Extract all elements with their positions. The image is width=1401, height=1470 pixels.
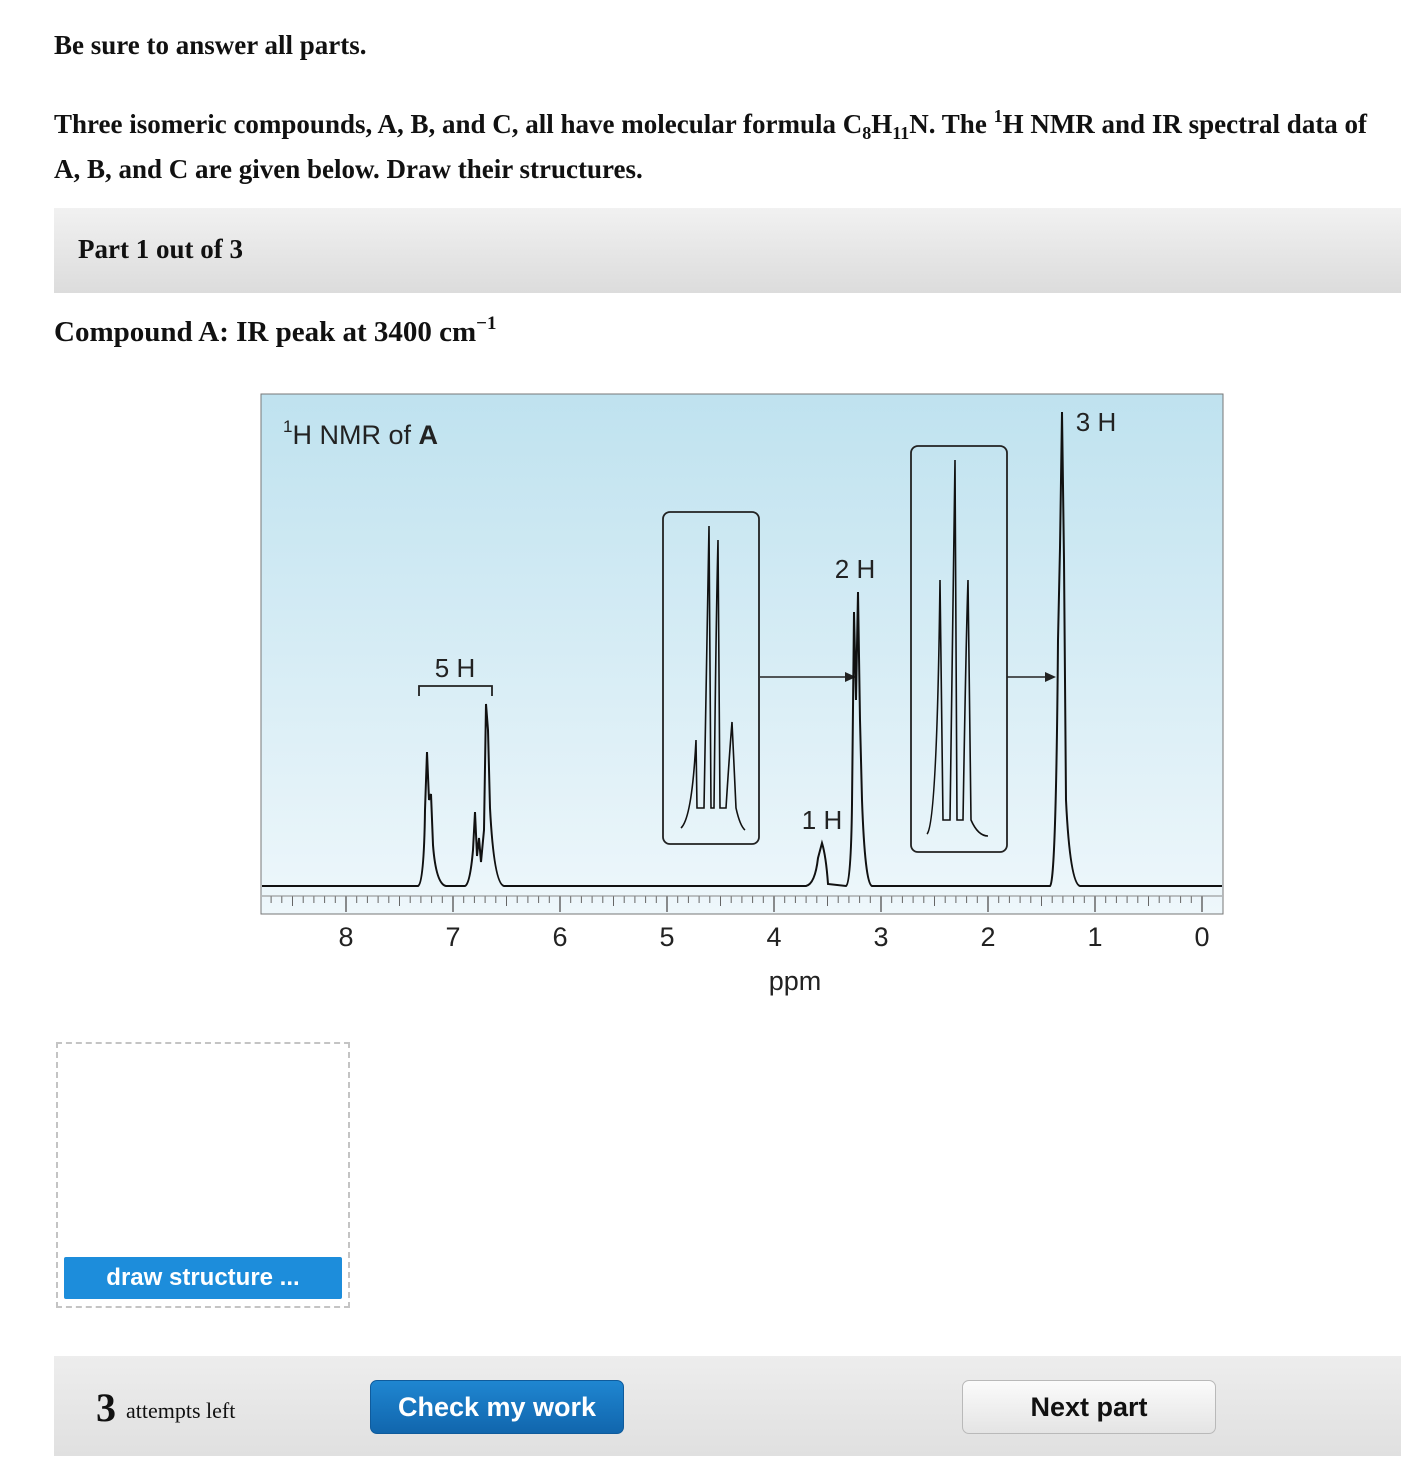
tick-label-8: 8 <box>338 922 354 952</box>
tick-label-5: 5 <box>659 922 675 952</box>
part-label: Part 1 out of 3 <box>78 234 243 264</box>
question-intro-b: N. The <box>909 109 994 139</box>
formula-h: H <box>871 109 893 139</box>
tick-label-4: 4 <box>766 922 782 952</box>
tick-label-6: 6 <box>552 922 568 952</box>
question-intro-a: Three isomeric compounds, A, B, and C, all have molecular formula C <box>54 109 863 139</box>
spectrum-background <box>261 394 1223 914</box>
label-aromatic: 5 H <box>434 653 476 683</box>
attempts-indicator <box>96 1384 235 1431</box>
label-ch3: 3 H <box>1075 407 1117 437</box>
label-nh: 1 H <box>801 805 843 835</box>
isotope-superscript: 1 <box>993 106 1003 126</box>
formula-subscript-c: 8 <box>862 123 872 143</box>
attempts-label: attempts left <box>126 1398 236 1423</box>
draw-structure-button[interactable]: draw structure ... <box>64 1257 342 1299</box>
instructions: Be sure to answer all parts. <box>54 30 367 60</box>
title-text: H NMR of <box>292 420 419 450</box>
x-axis-label: ppm <box>768 966 822 996</box>
tick-label-7: 7 <box>445 922 461 952</box>
tick-label-3: 3 <box>873 922 889 952</box>
title-superscript: 1 <box>283 417 293 436</box>
formula-subscript-h: 11 <box>892 123 910 143</box>
next-part-button[interactable]: Next part <box>962 1380 1216 1434</box>
compound-exponent: −1 <box>476 313 497 334</box>
attempts-count: 3 <box>96 1385 116 1430</box>
tick-label-0: 0 <box>1194 922 1210 952</box>
check-my-work-button[interactable]: Check my work <box>370 1380 624 1434</box>
label-ch2: 2 H <box>834 554 876 584</box>
footer-bar <box>54 1356 1401 1456</box>
tick-label-1: 1 <box>1087 922 1103 952</box>
title-bold: A <box>418 420 438 450</box>
compound-text: Compound A: IR peak at 3400 cm <box>54 316 477 348</box>
tick-label-2: 2 <box>980 922 996 952</box>
question-intro-c: H NMR and IR spectral data of A, B, and C are given below. Draw their structures. <box>54 109 1368 184</box>
spectrum-title <box>283 417 438 450</box>
